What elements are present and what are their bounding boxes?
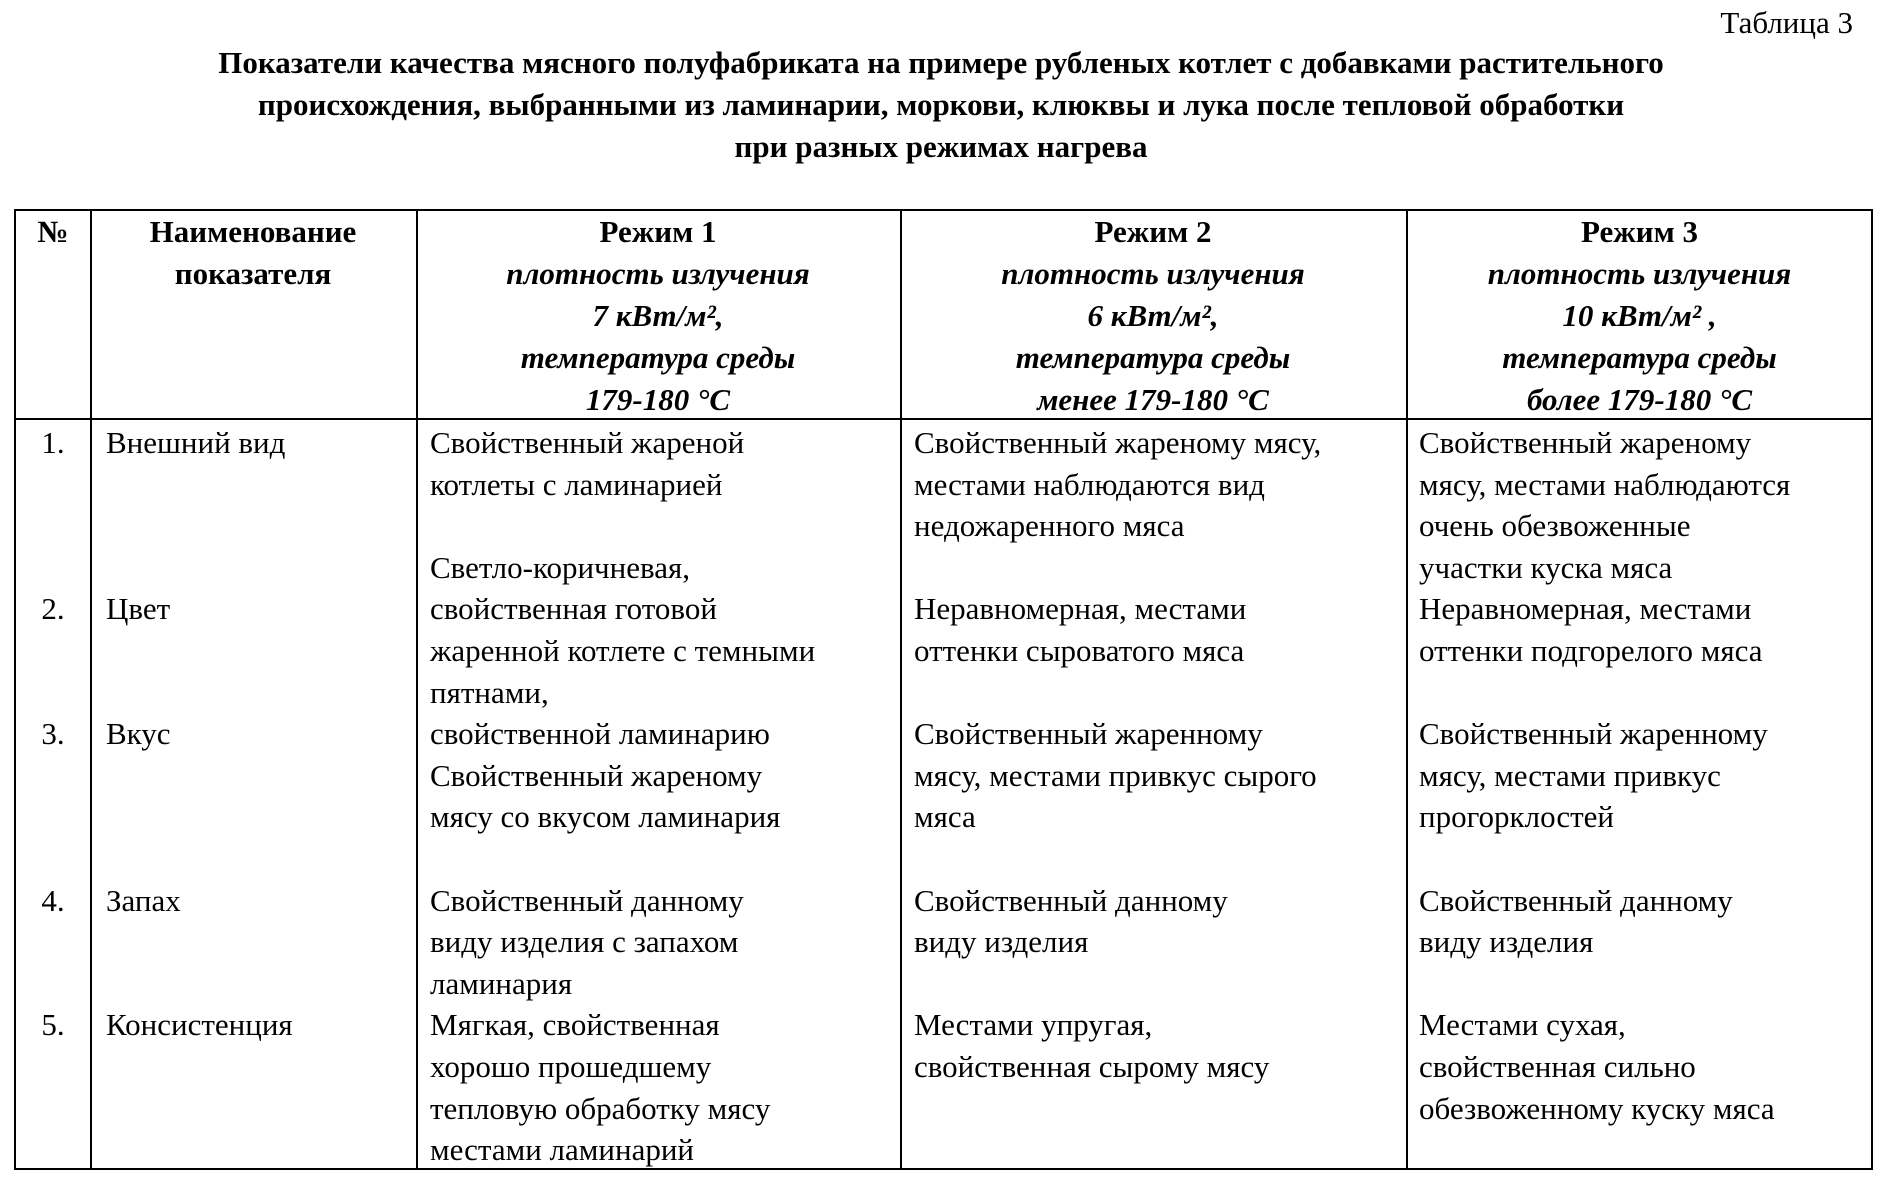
quality-table [14, 209, 1873, 1170]
mode-title: Режим 1 [416, 211, 900, 253]
cell-text-line: свойственная сильно [1419, 1046, 1696, 1088]
cell-text-line: Цвет [106, 588, 170, 630]
table-title-line-1: Показатели качества мясного полуфабриката на примере рубленых котлет с добавками растительного [0, 42, 1882, 84]
header-name [90, 211, 416, 418]
cell-text-line: хорошо прошедшему [430, 1046, 711, 1088]
cell-text-line: виду изделия [1419, 921, 1593, 963]
cell-text-line: 5. [16, 1004, 90, 1046]
cell-text-line: Местами упругая, [914, 1004, 1152, 1046]
table-label: Таблица 3 [1720, 2, 1853, 44]
cell-text-line: Свойственный жареному [430, 755, 762, 797]
mode-parameter-line: менее 179-180 °С [900, 379, 1406, 421]
cell-text-line: 3. [16, 713, 90, 755]
mode-parameter-line: температура среды [416, 337, 900, 379]
mode-parameter-line: плотность излучения [416, 253, 900, 295]
header-name-line: показателя [90, 253, 416, 295]
header-mode-3 [1406, 211, 1873, 418]
cell-text-line: 4. [16, 880, 90, 922]
cell-text-line: свойственная готовой [430, 588, 717, 630]
table-title-line-3: при разных режимах нагрева [0, 126, 1882, 168]
table-title-line-2: происхождения, выбранными из ламинарии, моркови, клюквы и лука после тепловой обработки [0, 84, 1882, 126]
mode-parameter-line: 179-180 °С [416, 379, 900, 421]
cell-text-line: Свойственный жаренному [1419, 713, 1768, 755]
mode-parameter-line: плотность излучения [900, 253, 1406, 295]
mode-parameter-line: 10 кВт/м² , [1406, 295, 1873, 337]
cell-text-line: свойственная сырому мясу [914, 1046, 1269, 1088]
cell-text-line: оттенки сыроватого мяса [914, 630, 1244, 672]
cell-text-line: виду изделия с запахом [430, 921, 738, 963]
cell-text-line: Свойственный жареному мясу, [914, 422, 1321, 464]
cell-text-line: оттенки подгорелого мяса [1419, 630, 1763, 672]
cell-text-line: котлеты с ламинарией [430, 464, 722, 506]
cell-text-line: Свойственный жаренному [914, 713, 1263, 755]
cell-text-line: Запах [106, 880, 181, 922]
cell-text-line: тепловую обработку мясу [430, 1088, 770, 1130]
cell-text-line: мясу со вкусом ламинария [430, 796, 780, 838]
cell-text-line: жаренной котлете с темными [430, 630, 815, 672]
mode-parameter-line: температура среды [900, 337, 1406, 379]
cell-text-line: участки куска мяса [1419, 547, 1672, 589]
cell-text-line: Светло-коричневая, [430, 547, 690, 589]
cell-text-line: Свойственный данному [914, 880, 1228, 922]
cell-text-line: мясу, местами привкус [1419, 755, 1721, 797]
cell-text-line: Вкус [106, 713, 171, 755]
header-mode-1 [416, 211, 900, 418]
cell-text-line: Местами сухая, [1419, 1004, 1626, 1046]
cell-text-line: местами наблюдаются вид [914, 464, 1265, 506]
header-name-line: Наименование [90, 211, 416, 253]
cell-text-line: Неравномерная, местами [914, 588, 1246, 630]
mode-parameter-line: плотность излучения [1406, 253, 1873, 295]
cell-text-line: местами ламинарий [430, 1129, 694, 1171]
cell-text-line: 2. [16, 588, 90, 630]
cell-text-line: 1. [16, 422, 90, 464]
cell-text-line: обезвоженному куску мяса [1419, 1088, 1775, 1130]
cell-text-line: свойственной ламинарию [430, 713, 770, 755]
cell-text-line: виду изделия [914, 921, 1088, 963]
mode-title: Режим 2 [900, 211, 1406, 253]
mode-parameter-line: 6 кВт/м², [900, 295, 1406, 337]
mode-parameter-line: более 179-180 °С [1406, 379, 1873, 421]
cell-text-line: Свойственный данному [430, 880, 744, 922]
cell-text-line: мяса [914, 796, 976, 838]
mode-title: Режим 3 [1406, 211, 1873, 253]
cell-text-line: Консистенция [106, 1004, 293, 1046]
cell-text-line: прогорклостей [1419, 796, 1614, 838]
header-mode-2 [900, 211, 1406, 418]
header-num [16, 211, 90, 418]
cell-text-line: пятнами, [430, 672, 549, 714]
cell-text-line: Свойственный жареной [430, 422, 744, 464]
cell-text-line: Мягкая, свойственная [430, 1004, 720, 1046]
cell-text-line: очень обезвоженные [1419, 505, 1690, 547]
mode-parameter-line: температура среды [1406, 337, 1873, 379]
cell-text-line: Свойственный данному [1419, 880, 1733, 922]
cell-text-line: мясу, местами привкус сырого [914, 755, 1317, 797]
cell-text-line: Свойственный жареному [1419, 422, 1751, 464]
mode-parameter-line: 7 кВт/м², [416, 295, 900, 337]
header-num-label: № [16, 211, 90, 253]
cell-text-line: недожаренного мяса [914, 505, 1185, 547]
cell-text-line: Неравномерная, местами [1419, 588, 1751, 630]
cell-text-line: мясу, местами наблюдаются [1419, 464, 1790, 506]
cell-text-line: Внешний вид [106, 422, 285, 464]
cell-text-line: ламинария [430, 963, 572, 1005]
